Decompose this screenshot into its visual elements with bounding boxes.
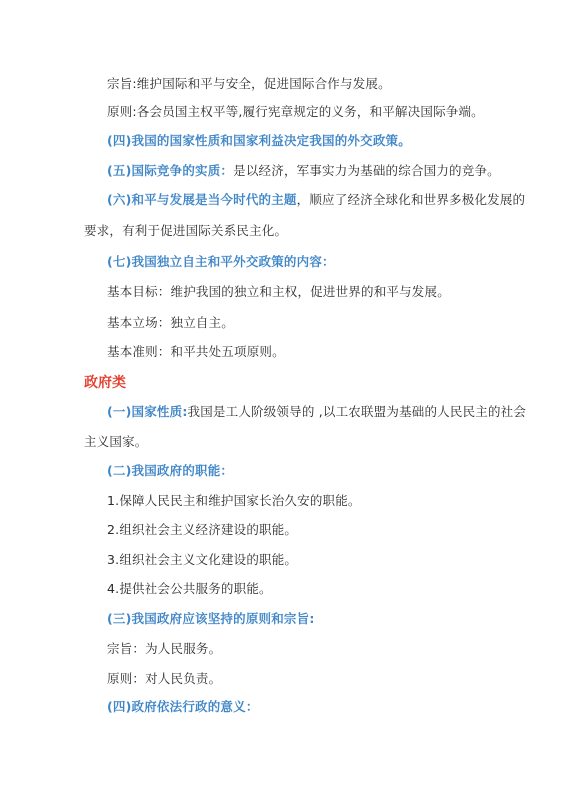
state-nature-line [107,403,526,421]
peace-development-line [107,191,525,209]
basic-stance-line: 基本立场：独立自主。 [107,315,235,330]
purpose-line: 宗旨:维护国际和平与安全，促进国际合作与发展。 [107,76,391,91]
competition-text: 是以经济，军事实力为基础的综合国力的竞争。 [233,163,500,178]
section-title-government: 政府类 [84,375,126,391]
heading-peace-development: (六)和平与发展是当今时代的主题 [107,192,297,207]
function-item-3: 3.组织社会主义文化建设的职能。 [107,552,298,567]
function-item-4: 4.提供社会公共服务的职能。 [107,581,272,596]
basic-principle-line: 基本准则：和平共处五项原则。 [107,344,285,359]
function-item-2: 2.组织社会主义经济建设的职能。 [107,522,298,537]
government-principle-line: 原则：对人民负责。 [107,671,222,686]
state-nature-continuation: 主义国家。 [84,434,148,449]
government-purpose-line: 宗旨：为人民服务。 [107,641,222,656]
function-item-1: 1.保障人民民主和维护国家长治久安的职能。 [107,493,361,508]
heading-administration-by-law: (四)政府依法行政的意义： [107,699,259,714]
heading-government-functions: (二)我国政府的职能： [107,463,234,478]
heading-government-principles: (三)我国政府应该坚持的原则和宗旨: [107,611,315,626]
principle-line: 原则:各会员国主权平等,履行宪章规定的义务，和平解决国际争端。 [107,104,484,119]
heading-state-nature: (一)国家性质: [107,404,188,419]
basic-goal-line: 基本目标：维护我国的独立和主权，促进世界的和平与发展。 [107,284,450,299]
heading-foreign-policy: (四)我国的国家性质和国家利益决定我国的外交政策。 [107,133,411,148]
competition-line [107,162,500,180]
heading-competition: (五)国际竞争的实质： [107,163,234,178]
state-nature-text: 我国是工人阶级领导的 ,以工农联盟为基础的人民民主的社会 [187,404,527,419]
heading-independent-policy: (七)我国独立自主和平外交政策的内容： [107,254,335,269]
peace-development-continuation: 要求，有利于促进国际关系民主化。 [84,223,288,238]
peace-development-text: ，顺应了经济全球化和世界多极化发展的 [296,192,526,207]
